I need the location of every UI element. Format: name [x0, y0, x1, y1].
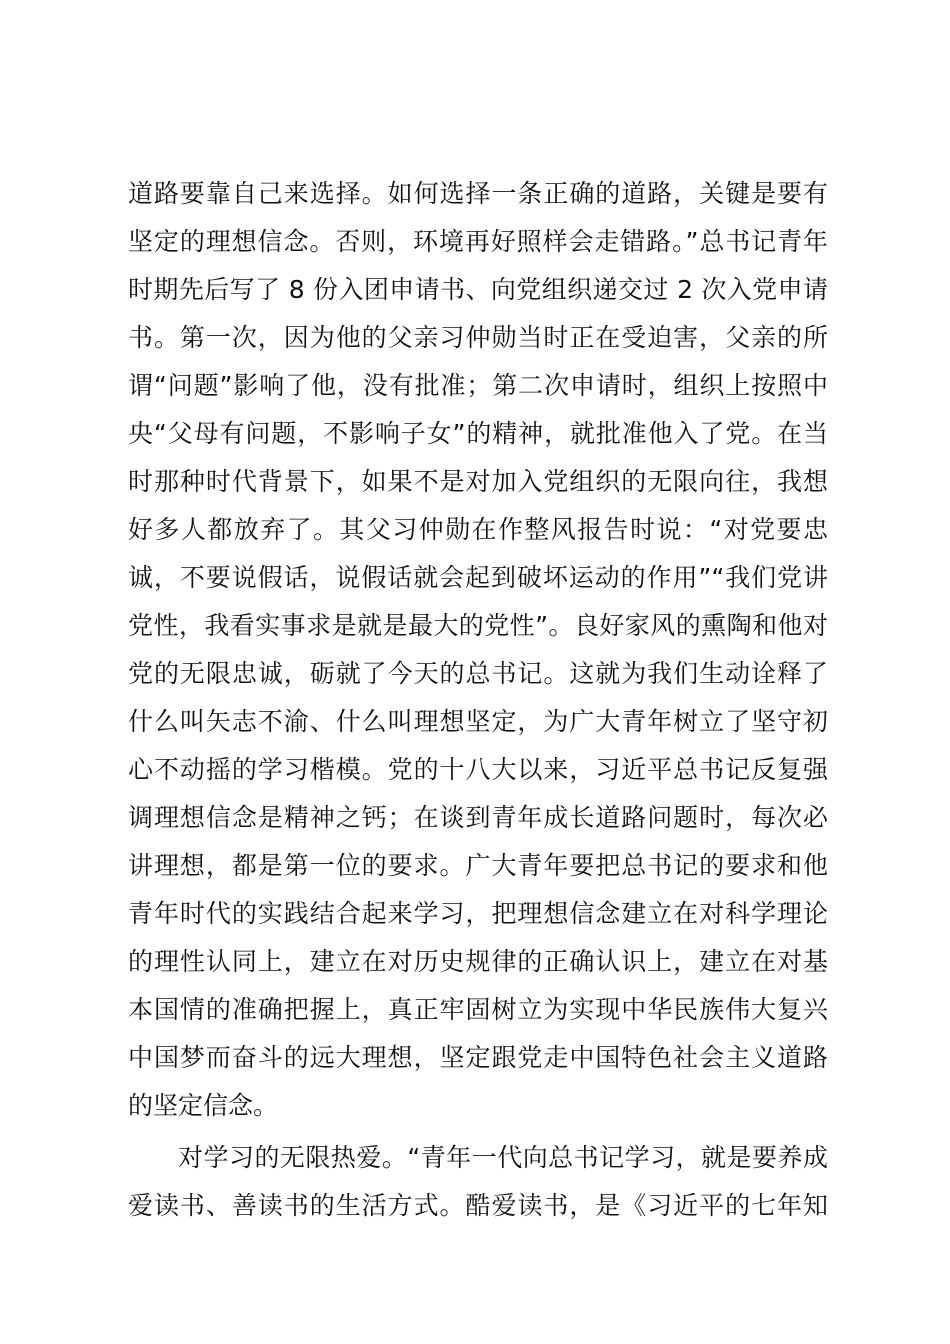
text-line: 的理性认同上，建立在对历史规律的正确认识上，建立在对基: [128, 947, 828, 976]
text-line: 谓“问题”影响了他，没有批准；第二次申请时，组织上按照中: [128, 371, 828, 400]
text-line: 央“父母有问题，不影响子女”的精神，就批准他入了党。在当: [128, 419, 828, 448]
text-line: 心不动摇的学习楷模。党的十八大以来，习近平总书记反复强: [128, 755, 828, 784]
text-line: 党的无限忠诚，砺就了今天的总书记。这就为我们生动诠释了: [128, 659, 828, 688]
text-line: 诚，不要说假话，说假话就会起到破坏运动的作用”“我们党讲: [128, 563, 828, 592]
text-line: 书。第一次，因为他的父亲习仲勋当时正在受迫害，父亲的所: [128, 323, 828, 352]
text-line: 对学习的无限热爱。“青年一代向总书记学习，就是要养成: [178, 1143, 828, 1172]
text-line: 好多人都放弃了。其父习仲勋在作整风报告时说：“对党要忠: [128, 515, 828, 544]
text-line: 道路要靠自己来选择。如何选择一条正确的道路，关键是要有: [128, 179, 828, 208]
paragraph: [128, 170, 828, 1130]
text-line: 讲理想，都是第一位的要求。广大青年要把总书记的要求和他: [128, 851, 828, 880]
paragraph: [128, 1134, 828, 1230]
text-line: 党性，我看实事求是就是最大的党性”。良好家风的熏陶和他对: [128, 611, 828, 640]
text-line: 本国情的准确把握上，真正牢固树立为实现中华民族伟大复兴: [128, 995, 828, 1024]
text-line: 爱读书、善读书的生活方式。酷爱读书，是《习近平的七年知: [128, 1191, 828, 1220]
text-line: 的坚定信念。: [128, 1091, 279, 1120]
text-line: 调理想信念是精神之钙；在谈到青年成长道路问题时，每次必: [128, 803, 828, 832]
text-line: 坚定的理想信念。否则，环境再好照样会走错路。”总书记青年: [128, 227, 828, 256]
text-line: 中国梦而奋斗的远大理想，坚定跟党走中国特色社会主义道路: [128, 1043, 828, 1072]
body-text: [128, 170, 828, 1230]
text-line: 什么叫矢志不渝、什么叫理想坚定，为广大青年树立了坚守初: [128, 707, 828, 736]
text-line: 时那种时代背景下，如果不是对加入党组织的无限向往，我想: [128, 467, 828, 496]
text-line: 时期先后写了 8 份入团申请书、向党组织递交过 2 次入党申请: [128, 275, 828, 304]
text-line: 青年时代的实践结合起来学习，把理想信念建立在对科学理论: [128, 899, 828, 928]
